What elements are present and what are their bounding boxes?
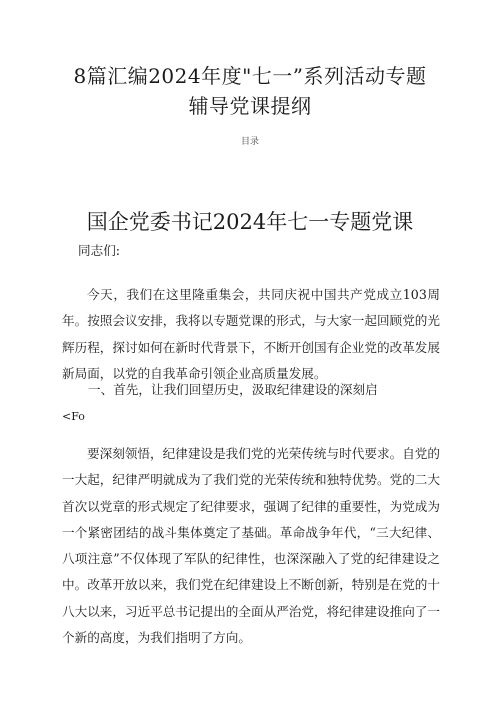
section-title: 国企党委书记2024年七一专题党课 — [86, 210, 414, 234]
paragraph-2: 要深刻领悟，纪律建设是我们党的光荣传统与时代要求。自党的一大起，纪律严明就成为了我们党的光荣传统和独特优势。党的二大首次以党章的形式规定了纪律要求，强调了纪律的重要性，为党成为一个紧密团结的战斗集体奠定了基础。革命战争年代，“三大纪律、八项注意”不仅体现了军队的纪律性，也深深融入了党的纪律建设之中。改革开放以来，我们党在纪律建设上不断创新，特别是在党的十八大以来，习近平总书记提出的全面从严治党，将纪律建设推向了一个新的高度，为我们指明了方向。 — [62, 446, 440, 646]
paragraph-1: 今天，我们在这里隆重集会，共同庆祝中国共产党成立103周年。按照会议安排，我将以专题党课的形式，与大家一起回顾党的光辉历程，探讨如何在新时代背景下，不断开创国有企业党的改革发展新局面，以党的自我革命引领企业高质量发展。 — [62, 287, 440, 381]
stray-mark: <Fo — [62, 410, 85, 423]
greeting: 同志们: — [78, 243, 121, 258]
toc-label: 目录 — [240, 137, 259, 147]
subheading-1: 一、首先，让我们回望历史，汲取纪律建设的深刻启 — [88, 382, 378, 397]
document-title-line-1: 8篇汇编2024年度"七一”系列活动专题 — [73, 64, 427, 88]
document-title-line-2: 辅导党课提纲 — [188, 94, 312, 118]
